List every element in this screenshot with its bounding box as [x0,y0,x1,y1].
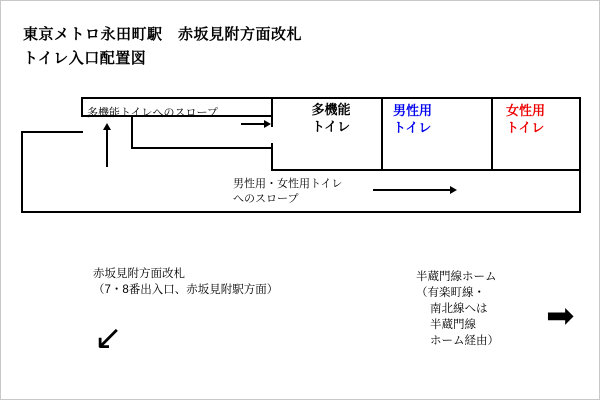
wall-divider-1 [381,97,383,171]
room-label-multipurpose-line2: トイレ [311,119,351,134]
caption-left-gate [93,266,278,298]
note-slope-mens-womens-line1: 男性用・女性用トイレ [233,178,343,190]
caption-left-line-1: 赤坂見附方面改札 [93,268,185,280]
arrow-multipurpose-line [241,123,265,125]
room-label-multipurpose-line1: 多機能 [311,102,351,117]
arrow-mens-womens-head [450,186,457,194]
note-slope-mens-womens-line2: へのスロープ [233,193,299,205]
room-label-mens [393,102,483,136]
room-label-multipurpose [286,101,376,135]
wall-corridor-top [81,97,83,117]
caption-left-line-2: （7・8番出入口、赤坂見附駅方面） [93,284,279,296]
room-label-womens-line1: 女性用 [506,103,546,118]
toilet-layout-diagram [1,81,600,241]
caption-right-line-3: 南北線へは [430,303,488,315]
room-label-womens [506,102,596,136]
caption-right-line-5: ホーム経由） [430,335,499,347]
wall-divider-2 [491,97,493,171]
wall-corridor-inner-bottom [131,147,273,149]
arrow-mens-womens-line [373,189,451,191]
room-label-mens-line2: トイレ [393,120,432,135]
room-label-mens-line1: 男性用 [393,103,433,118]
page-title-line-1: 東京メトロ永田町駅 赤坂見附方面改札 [23,26,303,43]
page-title-line-2: トイレ入口配置図 [23,50,147,67]
note-slope-mens-womens [233,177,342,207]
arrow-southwest-icon: ↙ [94,318,123,358]
arrow-east-icon: ➡ [546,296,575,336]
wall-outer-left-top [21,131,83,133]
note-slope-multipurpose: 多機能トイレへのスロープ [87,107,218,119]
wall-multipurpose-left [271,97,273,127]
wall-outer-left-vert [21,131,23,213]
caption-right-platform [416,269,499,349]
caption-right-line-2: （有楽町線・ [416,287,485,299]
caption-right-line-1: 半蔵門線ホーム [416,271,497,283]
wall-outer-bottom [21,211,581,213]
wall-room-bottom [271,169,581,171]
arrow-multipurpose-head [264,120,271,128]
arrow-corridor-up-head [103,123,111,130]
wall-right-lower [579,169,581,213]
arrow-corridor-up-line [106,129,108,167]
caption-right-line-4: 半蔵門線 [430,319,476,331]
wall-top [81,97,581,99]
room-label-womens-line2: トイレ [506,120,545,135]
